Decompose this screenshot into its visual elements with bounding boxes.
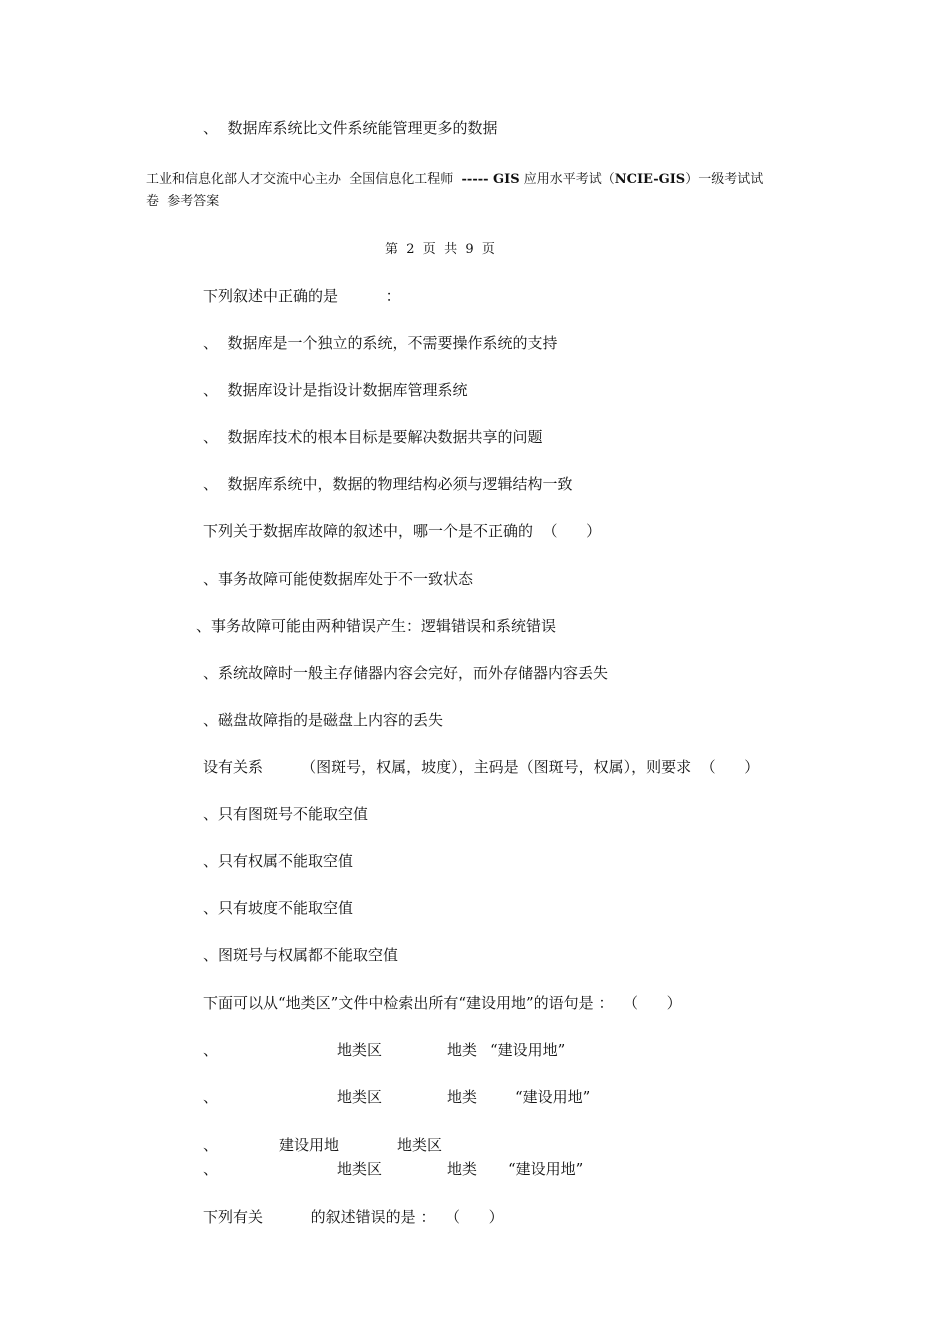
option-text: 、只有图斑号不能取空值 bbox=[203, 805, 369, 823]
sql-field: 地类 bbox=[447, 1041, 478, 1059]
option-text: 、事务故障可能使数据库处于不一致状态 bbox=[203, 570, 474, 588]
page-number: 第 2 页 共 9 页 bbox=[385, 242, 495, 257]
sql-field: 地类 bbox=[447, 1160, 478, 1178]
option-text: 、只有权属不能取空值 bbox=[203, 852, 354, 870]
header-text-c: 应用水平考试（ bbox=[519, 172, 615, 187]
page-header bbox=[146, 170, 763, 190]
option-text: 、 数据库是一个独立的系统，不需要操作系统的支持 bbox=[203, 334, 558, 352]
sql-table: 地类区 bbox=[337, 1160, 383, 1178]
option-text: 、 数据库设计是指设计数据库管理系统 bbox=[203, 381, 468, 399]
sql-value: 建设用地 bbox=[279, 1136, 340, 1154]
question-stem: 下列关于数据库故障的叙述中，哪一个是不正确的 （ ） bbox=[203, 522, 602, 540]
question-stem: 下列叙述中正确的是 ： bbox=[203, 287, 401, 305]
option-text: 、 数据库系统比文件系统能管理更多的数据 bbox=[203, 119, 498, 137]
option-text: 、事务故障可能由两种错误产生：逻辑错误和系统错误 bbox=[196, 617, 557, 635]
option-text: 、只有坡度不能取空值 bbox=[203, 899, 354, 917]
header-text-d: NCIE-GIS bbox=[614, 172, 686, 187]
sql-value: “建设用地” bbox=[515, 1088, 591, 1106]
option-mark: 、 bbox=[203, 1160, 219, 1178]
header-text-b: ----- GIS bbox=[461, 172, 520, 187]
sql-value: “建设用地” bbox=[508, 1160, 584, 1178]
question-stem: 设有关系 （图斑号，权属，坡度），主码是（图斑号，权属），则要求 （ ） bbox=[203, 758, 760, 776]
option-text: 、磁盘故障指的是磁盘上内容的丢失 bbox=[203, 711, 444, 729]
question-stem: 下面可以从“地类区”文件中检索出所有“建设用地”的语句是 ： （ ） bbox=[203, 994, 682, 1012]
option-mark: 、 bbox=[203, 1088, 219, 1106]
option-text: 、系统故障时一般主存储器内容会完好，而外存储器内容丢失 bbox=[203, 664, 609, 682]
option-mark: 、 bbox=[203, 1136, 219, 1154]
header-text-e: ）一级考试试 bbox=[685, 172, 764, 187]
page-header-line2: 卷 参考答案 bbox=[146, 194, 220, 209]
sql-table: 地类区 bbox=[337, 1088, 383, 1106]
option-text: 、 数据库技术的根本目标是要解决数据共享的问题 bbox=[203, 428, 543, 446]
sql-table: 地类区 bbox=[397, 1136, 443, 1154]
option-text: 、 数据库系统中，数据的物理结构必须与逻辑结构一致 bbox=[203, 475, 573, 493]
option-mark: 、 bbox=[203, 1041, 219, 1059]
sql-table: 地类区 bbox=[337, 1041, 383, 1059]
option-text: 、图斑号与权属都不能取空值 bbox=[203, 946, 399, 964]
sql-value: “建设用地” bbox=[490, 1041, 566, 1059]
header-text-a: 工业和信息化部人才交流中心主办 全国信息化工程师 bbox=[146, 172, 462, 187]
sql-field: 地类 bbox=[447, 1088, 478, 1106]
question-stem: 下列有关 的叙述错误的是 ： （ ） bbox=[203, 1208, 504, 1226]
